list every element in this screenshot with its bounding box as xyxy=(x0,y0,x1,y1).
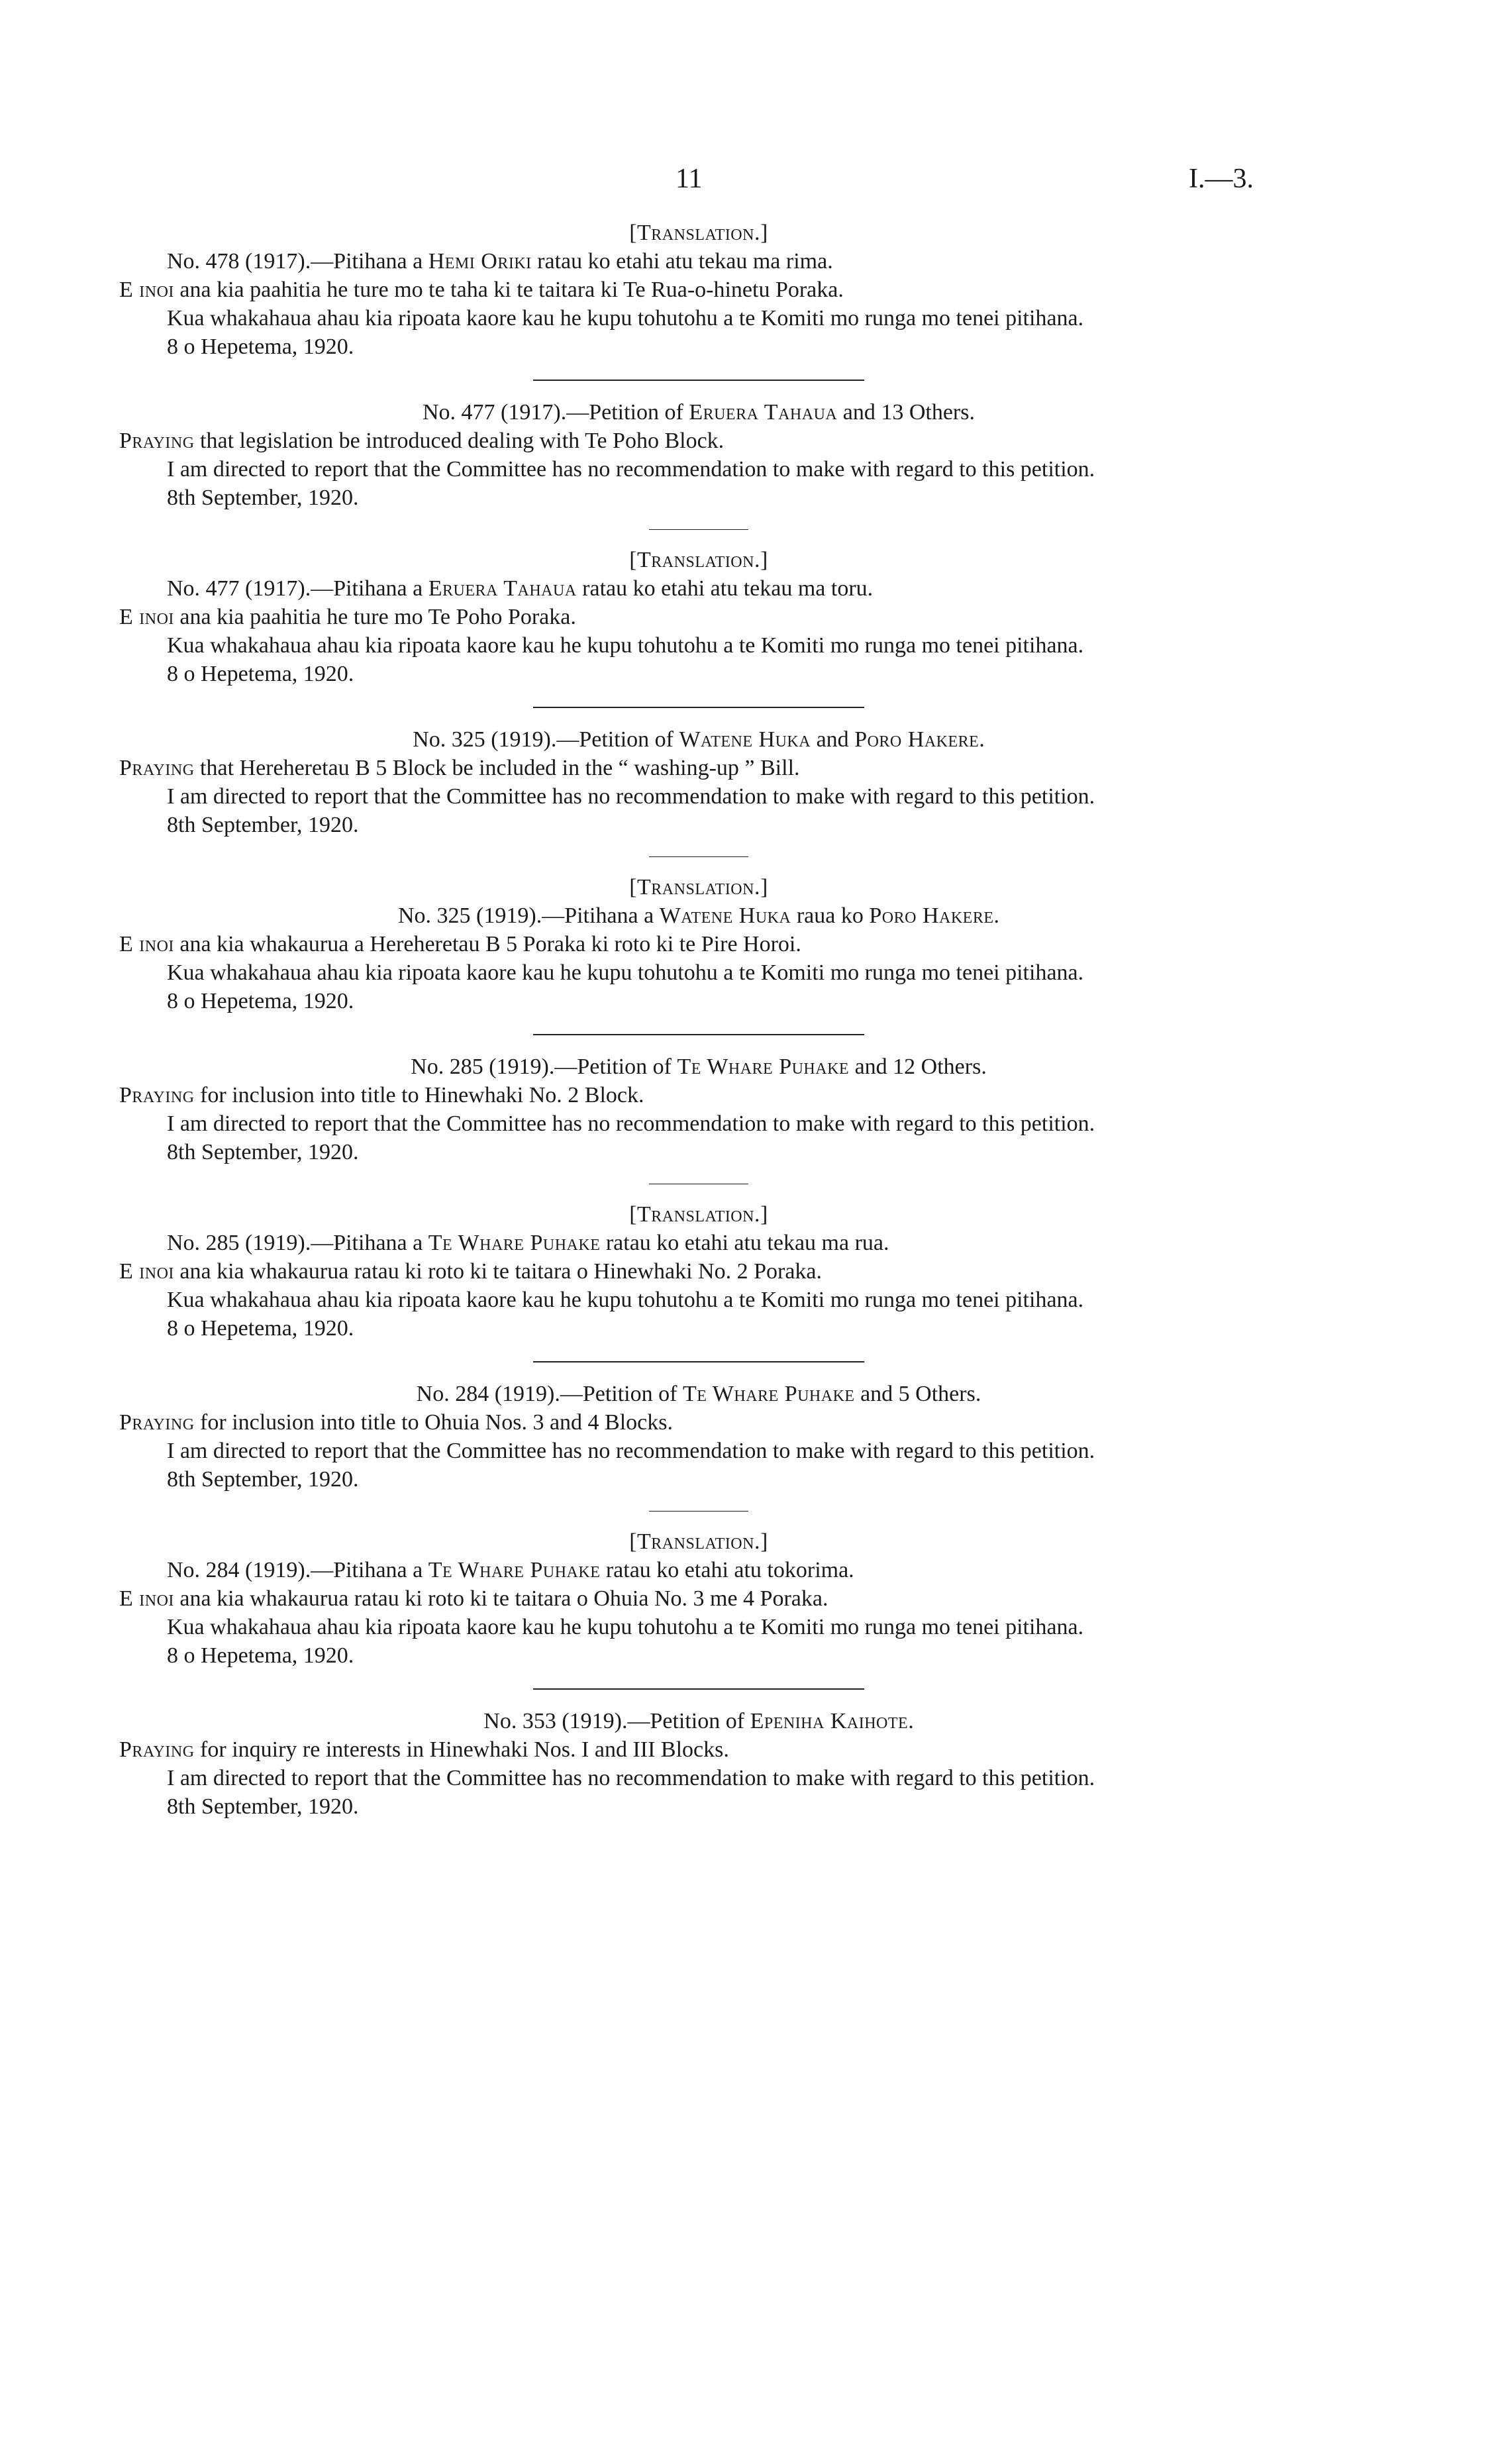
prayer-line xyxy=(119,1257,1278,1286)
heading-prefix: No. 325 (1919).—Petition of xyxy=(413,727,679,752)
report-date: 8 o Hepetema, 1920. xyxy=(167,334,354,359)
petitioner-name: Te Whare Puhake xyxy=(682,1382,855,1406)
report-date: 8th September, 1920. xyxy=(167,1467,359,1492)
prayer-line xyxy=(119,1584,1278,1613)
heading-prefix: No. 325 (1919).—Pitihana a xyxy=(398,903,660,928)
prayer-lead: Praying xyxy=(119,1083,195,1107)
report-date: 8 o Hepetema, 1920. xyxy=(167,1643,354,1668)
prayer-line xyxy=(119,754,1278,782)
heading-suffix-second: . xyxy=(979,727,985,752)
prayer-line xyxy=(119,1735,1278,1764)
prayer-text: ana kia paahitia he ture mo te taha ki te taitara ki Te Rua-o-hinetu Poraka. xyxy=(174,278,844,302)
petition-heading xyxy=(119,1052,1278,1081)
section-divider xyxy=(649,1511,748,1512)
heading-prefix: No. 477 (1917).—Petition of xyxy=(423,400,689,425)
section-divider xyxy=(533,1688,864,1690)
prayer-lead: E inoi xyxy=(119,605,174,629)
heading-suffix: . xyxy=(908,1709,914,1733)
petition-heading xyxy=(119,1380,1278,1408)
prayer-lead: E inoi xyxy=(119,1259,174,1284)
report-text: Kua whakahaua ahau kia ripoata kaore kau he kupu tohutohu a te Komiti mo runga mo tenei pitihana. xyxy=(167,1615,1084,1639)
heading-suffix: and 12 Others. xyxy=(849,1054,987,1079)
report-text: Kua whakahaua ahau kia ripoata kaore kau he kupu tohutohu a te Komiti mo runga mo tenei pitihana. xyxy=(167,960,1084,985)
petition-heading xyxy=(119,398,1278,427)
petitioner-name: Te Whare Puhake xyxy=(428,1231,601,1255)
report-date: 8th September, 1920. xyxy=(167,1140,359,1164)
prayer-lead: E inoi xyxy=(119,932,174,956)
heading-prefix: No. 285 (1919).—Petition of xyxy=(411,1054,677,1079)
section-divider xyxy=(649,856,748,857)
petition-section xyxy=(119,1052,1278,1166)
petitioner-name: Watene Huka xyxy=(679,727,811,752)
section-divider xyxy=(533,380,864,381)
translation-label: [Translation.] xyxy=(629,875,768,899)
prayer-line xyxy=(119,1081,1278,1109)
petition-section xyxy=(119,873,1278,1015)
section-divider xyxy=(533,1361,864,1362)
petitioner-name: Epeniha Kaihote xyxy=(750,1709,909,1733)
prayer-lead: Praying xyxy=(119,429,195,453)
petitioner-name: Eruera Tahaua xyxy=(428,576,577,601)
petitioner-name: Hemi Oriki xyxy=(428,249,532,274)
heading-suffix: and 5 Others. xyxy=(854,1382,981,1406)
report-date: 8 o Hepetema, 1920. xyxy=(167,1316,354,1341)
prayer-text: ana kia whakaurua ratau ki roto ki te taitara o Ohuia No. 3 me 4 Poraka. xyxy=(174,1586,828,1611)
heading-suffix: ratau ko etahi atu tekau ma rua. xyxy=(600,1231,889,1255)
heading-suffix: ratau ko etahi atu tokorima. xyxy=(600,1558,854,1582)
prayer-line xyxy=(119,276,1278,304)
heading-prefix: No. 477 (1917).—Pitihana a xyxy=(167,576,428,601)
heading-prefix: No. 285 (1919).—Pitihana a xyxy=(167,1231,428,1255)
prayer-text: for inclusion into title to Ohuia Nos. 3 and 4 Blocks. xyxy=(194,1410,673,1435)
prayer-lead: Praying xyxy=(119,756,195,780)
prayer-text: that Hereheretau B 5 Block be included in the “ washing-up ” Bill. xyxy=(194,756,800,780)
petition-section xyxy=(119,219,1278,361)
heading-suffix-second: . xyxy=(993,903,999,928)
section-divider xyxy=(533,1034,864,1035)
heading-prefix: No. 284 (1919).—Petition of xyxy=(416,1382,683,1406)
report-date: 8 o Hepetema, 1920. xyxy=(167,989,354,1013)
report-text: Kua whakahaua ahau kia ripoata kaore kau he kupu tohutohu a te Komiti mo runga mo tenei pitihana. xyxy=(167,306,1084,331)
prayer-text: ana kia whakaurua a Hereheretau B 5 Poraka ki roto ki te Pire Horoi. xyxy=(174,932,801,956)
report-text: I am directed to report that the Committee has no recommendation to make with regard to this petition. xyxy=(167,457,1095,482)
prayer-lead: E inoi xyxy=(119,1586,174,1611)
petitioner-name-second: Poro Hakere xyxy=(869,903,994,928)
heading-prefix: No. 478 (1917).—Pitihana a xyxy=(167,249,428,274)
translation-label: [Translation.] xyxy=(629,221,768,245)
report-text: I am directed to report that the Committee has no recommendation to make with regard to this petition. xyxy=(167,1439,1095,1463)
heading-prefix: No. 284 (1919).—Pitihana a xyxy=(167,1558,428,1582)
report-date: 8th September, 1920. xyxy=(167,1794,359,1819)
document-code: I.—3. xyxy=(1189,164,1254,194)
report-text: I am directed to report that the Committee has no recommendation to make with regard to this petition. xyxy=(167,1111,1095,1136)
heading-prefix: No. 353 (1919).—Petition of xyxy=(483,1709,750,1733)
prayer-text: that legislation be introduced dealing with Te Poho Block. xyxy=(194,429,725,453)
heading-suffix: ratau ko etahi atu tekau ma rima. xyxy=(531,249,833,274)
section-divider xyxy=(533,707,864,708)
petition-heading xyxy=(119,574,1278,603)
petition-heading xyxy=(119,1556,1278,1584)
petition-heading xyxy=(119,901,1278,930)
report-date: 8th September, 1920. xyxy=(167,813,359,837)
petitioner-name: Watene Huka xyxy=(659,903,791,928)
section-divider xyxy=(649,529,748,530)
prayer-text: ana kia paahitia he ture mo Te Poho Poraka. xyxy=(174,605,576,629)
report-date: 8th September, 1920. xyxy=(167,486,359,510)
report-text: I am directed to report that the Committee has no recommendation to make with regard to this petition. xyxy=(167,784,1095,809)
heading-suffix: ratau ko etahi atu tekau ma toru. xyxy=(576,576,874,601)
prayer-line xyxy=(119,1408,1278,1437)
petition-heading xyxy=(119,1229,1278,1257)
petitioner-name: Te Whare Puhake xyxy=(428,1558,601,1582)
petition-heading xyxy=(119,1707,1278,1735)
translation-label: [Translation.] xyxy=(629,1202,768,1227)
prayer-lead: E inoi xyxy=(119,278,174,302)
heading-suffix: and 13 Others. xyxy=(837,400,975,425)
petition-section xyxy=(119,546,1278,688)
prayer-line xyxy=(119,930,1278,958)
petitioner-name: Te Whare Puhake xyxy=(677,1054,850,1079)
heading-suffix: raua ko xyxy=(791,903,870,928)
report-date: 8 o Hepetema, 1920. xyxy=(167,662,354,686)
translation-label: [Translation.] xyxy=(629,548,768,572)
petition-section xyxy=(119,398,1278,512)
prayer-line xyxy=(119,427,1278,455)
report-text: Kua whakahaua ahau kia ripoata kaore kau he kupu tohutohu a te Komiti mo runga mo tenei pitihana. xyxy=(167,1288,1084,1312)
petitioner-name-second: Poro Hakere xyxy=(854,727,979,752)
prayer-text: for inclusion into title to Hinewhaki No. 2 Block. xyxy=(194,1083,644,1107)
prayer-text: ana kia whakaurua ratau ki roto ki te taitara o Hinewhaki No. 2 Poraka. xyxy=(174,1259,823,1284)
petition-section xyxy=(119,1200,1278,1343)
petition-section xyxy=(119,1707,1278,1821)
prayer-lead: Praying xyxy=(119,1737,195,1762)
heading-suffix: and xyxy=(811,727,855,752)
prayer-lead: Praying xyxy=(119,1410,195,1435)
petition-section xyxy=(119,725,1278,839)
petition-section xyxy=(119,1380,1278,1494)
translation-label: [Translation.] xyxy=(629,1529,768,1554)
prayer-line xyxy=(119,603,1278,631)
page-number: 11 xyxy=(676,164,703,194)
petition-section xyxy=(119,1527,1278,1670)
petition-heading xyxy=(119,247,1278,276)
prayer-text: for inquiry re interests in Hinewhaki Nos. I and III Blocks. xyxy=(194,1737,729,1762)
report-text: Kua whakahaua ahau kia ripoata kaore kau he kupu tohutohu a te Komiti mo runga mo tenei pitihana. xyxy=(167,633,1084,658)
page-content xyxy=(119,219,1278,1821)
petition-heading xyxy=(119,725,1278,754)
report-text: I am directed to report that the Committee has no recommendation to make with regard to this petition. xyxy=(167,1766,1095,1790)
petitioner-name: Eruera Tahaua xyxy=(689,400,838,425)
